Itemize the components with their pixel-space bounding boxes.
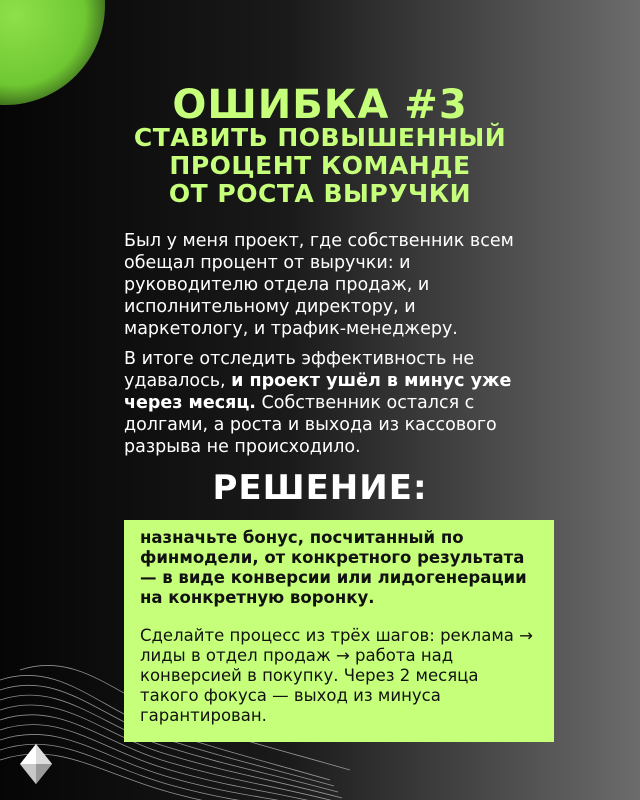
result-paragraph [124, 348, 534, 458]
story-paragraph: Был у меня проект, где собственник всем обещал процент от выручки: и руководителю отдела продаж, и исполнительному директору, и маркетологу, и трафик-менеджеру. [124, 231, 514, 339]
result-highlight: и проект ушёл в минус уже через месяц. [124, 371, 512, 413]
subtitle-line: ОТ РОСТА ВЫРУЧКИ [168, 179, 472, 208]
result-text-part: Собственник остался с долгами, а роста и выхода из кассового разрыва не происходило. [124, 393, 497, 457]
diamond-logo-icon [18, 742, 54, 786]
page-title: ОШИБКА #3 [172, 82, 468, 128]
solution-bold-text: назначьте бонус, посчитанный по финмодели, от конкретного результата — в виде конверсии или лидогенерации на конкретную воронку. [140, 528, 527, 607]
subtitle-line: ПРОЦЕНТ КОМАНДЕ [169, 151, 471, 180]
page-subtitle [0, 124, 640, 208]
result-text-part: В итоге отследить эффективность не удавалось, [124, 349, 475, 391]
subtitle-line: СТАВИТЬ ПОВЫШЕННЫЙ [133, 123, 507, 152]
solution-text: Сделайте процесс из трёх шагов: реклама → лиды в отдел продаж → работа над конверсией в покупку. Через 2 месяца такого фокуса — выход из минуса гарантирован. [140, 626, 533, 725]
solution-box [124, 520, 554, 742]
solution-title: РЕШЕНИЕ: [212, 468, 428, 508]
